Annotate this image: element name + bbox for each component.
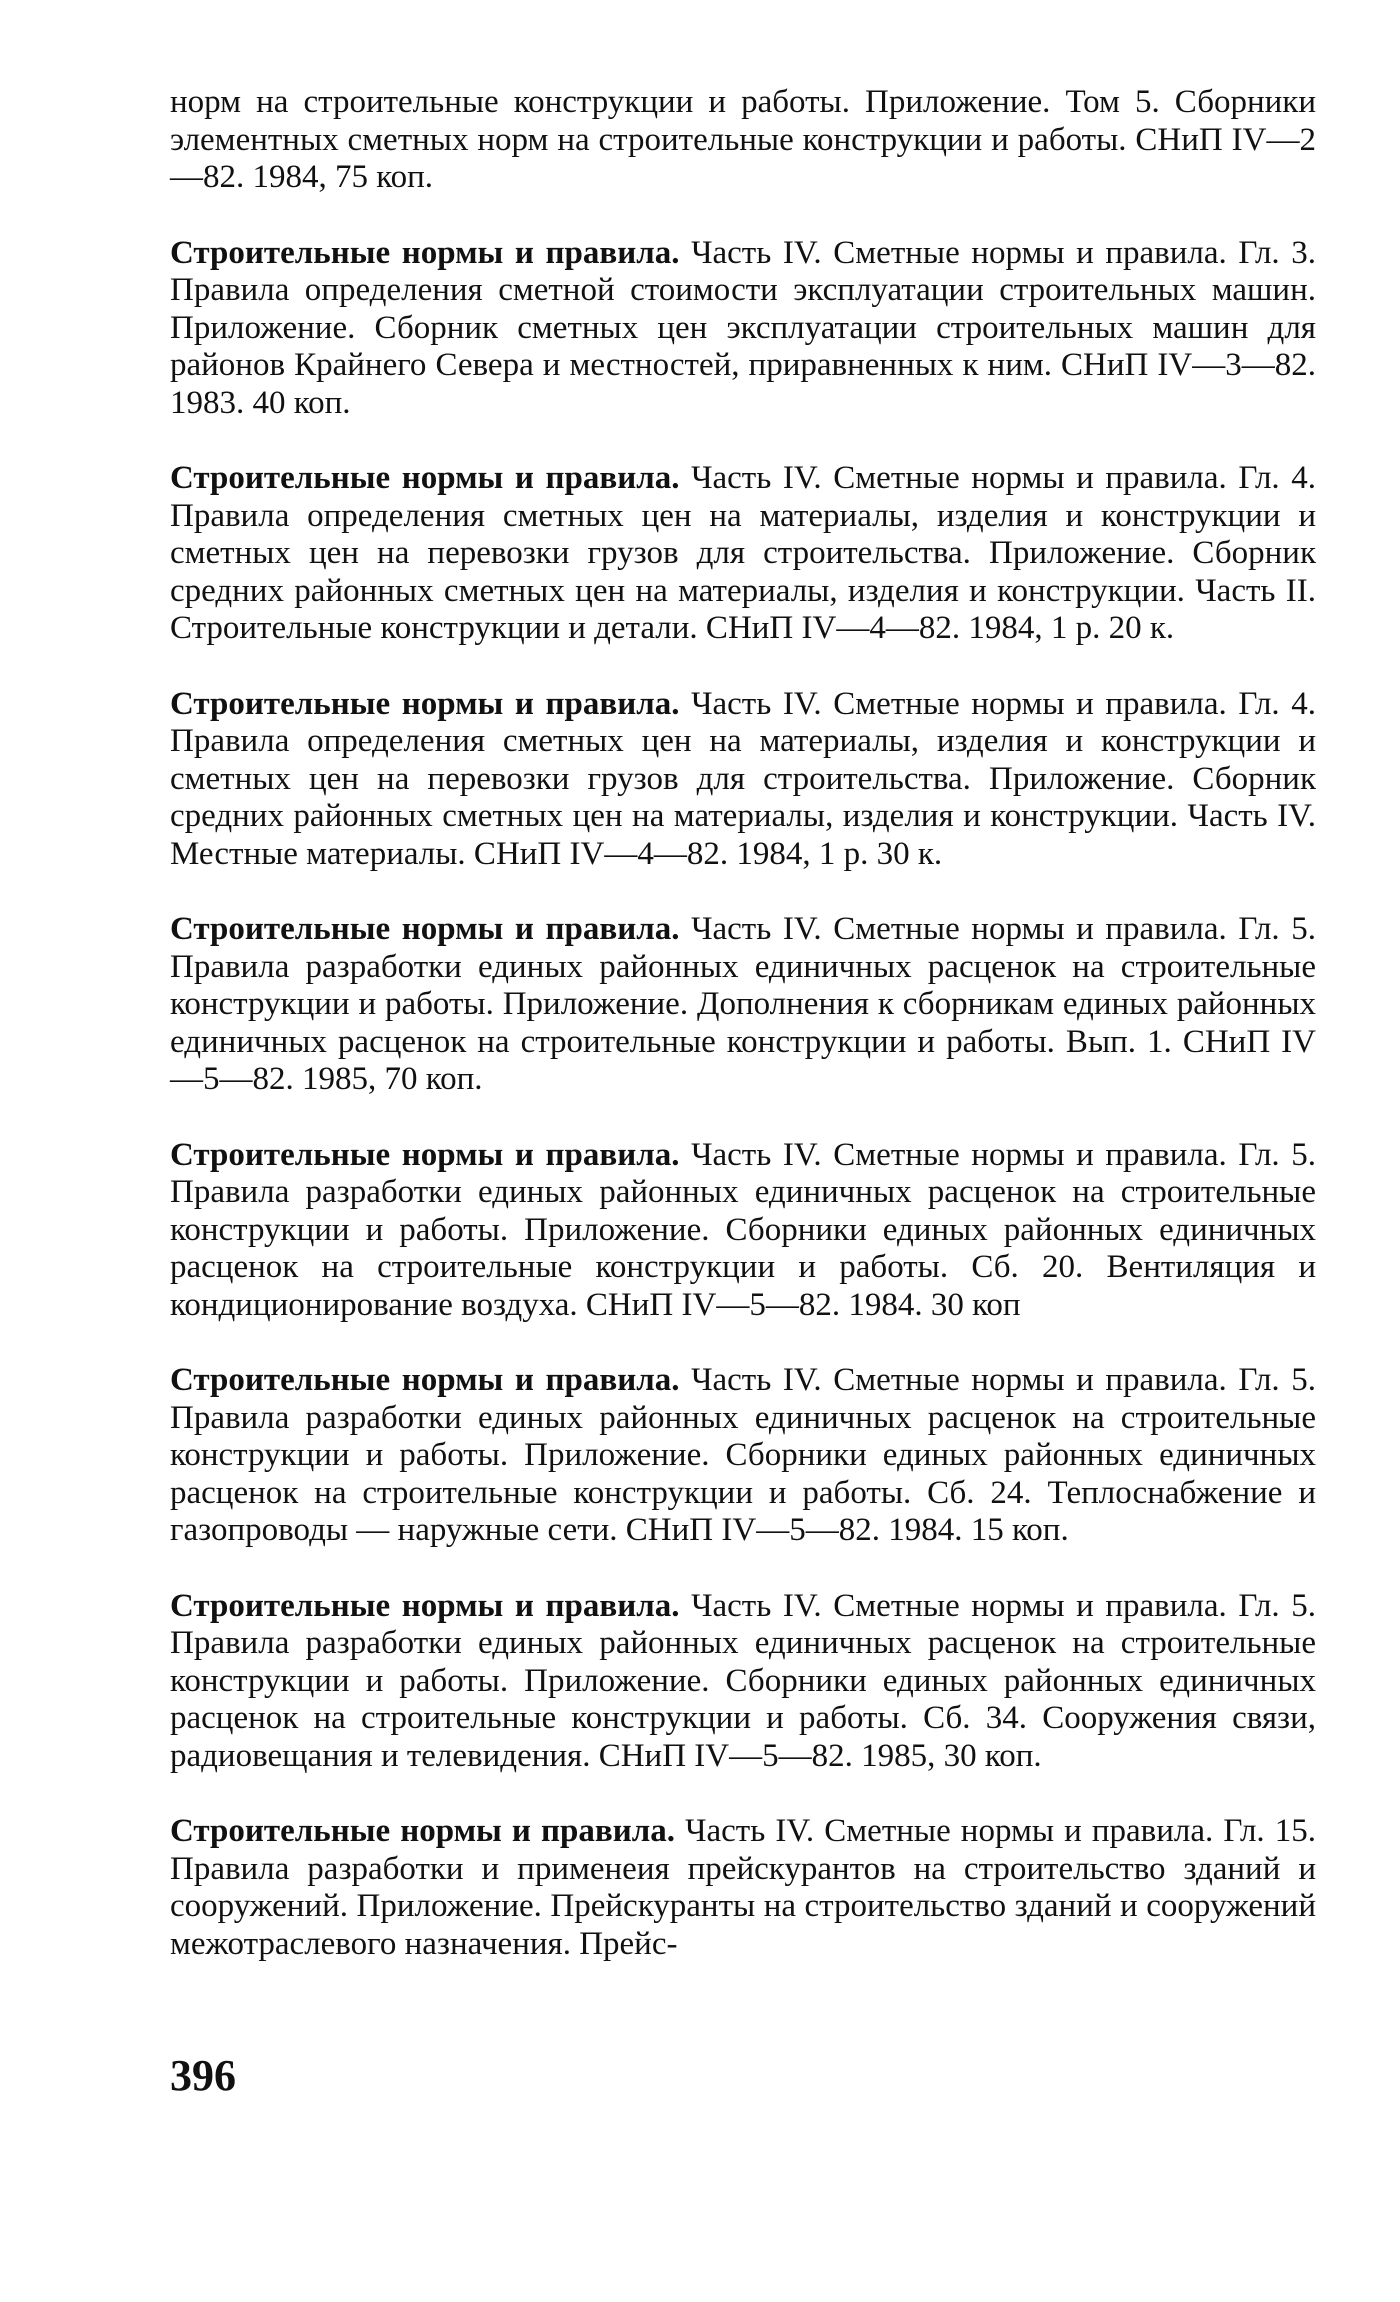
- bibliography-entry-6: [170, 1137, 1316, 1325]
- entry-title: Строительные нормы и правила.: [170, 1587, 680, 1624]
- entry-title: Строительные нормы и правила.: [170, 234, 680, 271]
- entry-title: Строительные нормы и правила.: [170, 460, 680, 496]
- entry-title: Строительные нормы и правила.: [170, 1362, 680, 1398]
- entry-text: Часть IV. Сметные нормы и правила. Гл. 5. Правила разработки единых районных единичных расценок на строительные конструкции и работы. Приложение. Сборники единых районных единичных расценок на строительные конструкции и работы. Сб. 34. Сооружения связи, радиовещания и телевидения. СНиП IV—5—82. 1985, 30 коп.: [170, 1587, 1317, 1774]
- entry-text: Часть IV. Сметные нормы и правила. Гл. 5. Правила разработки единых районных единичных расценок на строительные конструкции и работы. Приложение. Сборники единых районных единичных расценок на строительные конструкции и работы. Сб. 20. Вентиляция и кондиционирование воздуха. СНиП IV—5—82. 1984. 30 коп: [170, 1136, 1317, 1323]
- entry-text: Часть IV. Сметные нормы и правила. Гл. 4. Правила определения сметных цен на материалы, изделия и конструкции и сметных цен на перевозки грузов для строительства. Приложение. Сборник средних районных сметных цен на материалы, изделия и конструкции. Часть II. Строительные конструкции и детали. СНиП IV—4—82. 1984, 1 р. 20 к.: [170, 460, 1317, 646]
- entry-text: Часть IV. Сметные нормы и правила. Гл. 5. Правила разработки единых районных единичных расценок на строительные конструкции и работы. Приложение. Дополнения к сборникам единых районных единичных расценок на строительные конструкции и работы. Вып. 1. СНиП IV—5—82. 1985, 70 коп.: [170, 911, 1317, 1097]
- bibliography-entry-5: [170, 911, 1316, 1099]
- entry-text: Часть IV. Сметные нормы и правила. Гл. 4. Правила определения сметных цен на материалы, изделия и конструкции и сметных цен на перевозки грузов для строительства. Приложение. Сборник средних районных сметных цен на материалы, изделия и конструкции. Часть IV. Местные материалы. СНиП IV—4—82. 1984, 1 р. 30 к.: [170, 685, 1317, 872]
- page-number: 396: [170, 2051, 236, 2100]
- bibliography-entry-8: [170, 1588, 1316, 1776]
- entry-title: Строительные нормы и правила.: [170, 1813, 675, 1849]
- entry-text: Часть IV. Сметные нормы и правила. Гл. 3. Правила определения сметной стоимости эксплуатации строительных машин. Приложение. Сборник сметных цен эксплуатации строительных машин для районов Крайнего Севера и местностей, приравненных к ним. СНиП IV—3—82. 1983. 40 коп.: [170, 234, 1317, 421]
- entry-text: Часть IV. Сметные нормы и правила. Гл. 15. Правила разработки и применеия прейскурантов на строительство зданий и сооружений. Приложение. Прейскуранты на строительство зданий и сооружений межотраслевого назначения. Прейс-: [170, 1813, 1317, 1962]
- bibliography-entry-7: [170, 1362, 1316, 1550]
- entry-title: Строительные нормы и правила.: [170, 1136, 680, 1173]
- entry-title: Строительные нормы и правила.: [170, 685, 680, 722]
- document-page: [170, 84, 1316, 2001]
- entry-title: Строительные нормы и правила.: [170, 911, 680, 947]
- bibliography-entry-1: [170, 84, 1316, 197]
- entry-text: Часть IV. Сметные нормы и правила. Гл. 5. Правила разработки единых районных единичных расценок на строительные конструкции и работы. Приложение. Сборники единых районных единичных расценок на строительные конструкции и работы. Сб. 24. Теплоснабжение и газопроводы — наружные сети. СНиП IV—5—82. 1984. 15 коп.: [170, 1362, 1317, 1548]
- bibliography-entry-4: [170, 686, 1316, 874]
- bibliography-entry-3: [170, 460, 1316, 648]
- entry-text: норм на строительные конструкции и работы. Приложение. Том 5. Сборники элементных сметных норм на строительные конструкции и работы. СНиП IV—2—82. 1984, 75 коп.: [170, 84, 1316, 195]
- bibliography-entry-9: [170, 1813, 1316, 1963]
- bibliography-entry-2: [170, 235, 1316, 423]
